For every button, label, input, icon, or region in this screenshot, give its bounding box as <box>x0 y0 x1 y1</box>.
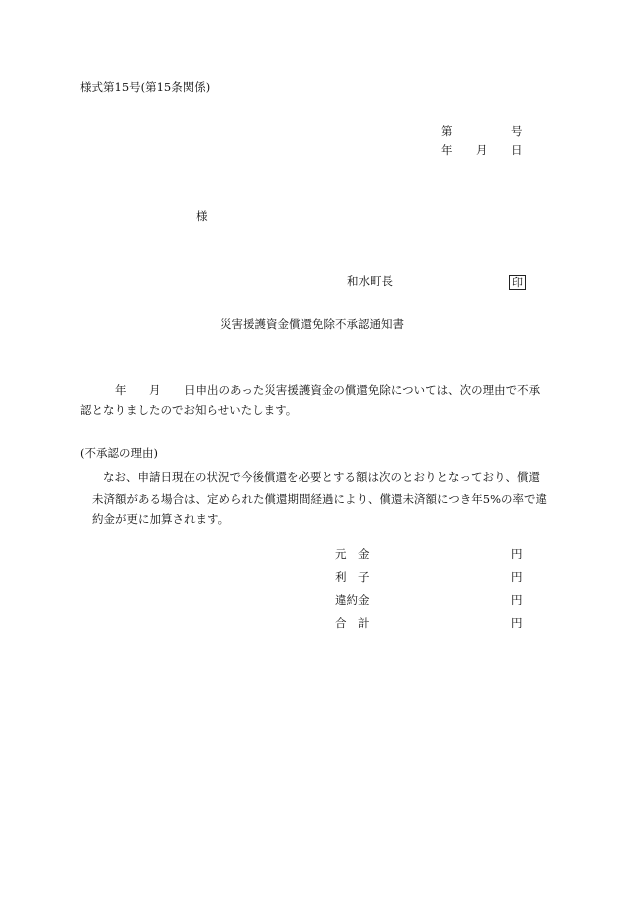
issuer-seal <box>509 275 526 290</box>
addressee-suffix: 様 <box>196 209 208 223</box>
date-year: 年 <box>441 143 453 157</box>
amount-label-principal: 元 金 <box>335 547 370 561</box>
amount-unit: 円 <box>511 547 523 561</box>
issuer-title: 和水町長 <box>347 274 393 288</box>
amount-unit: 円 <box>511 593 523 607</box>
body-line1: 日申出のあった災害援護資金の償還免除については、次の理由で不承 <box>184 383 541 397</box>
reason-line3: 約金が更に加算されます。 <box>92 512 230 526</box>
amount-label-penalty: 違約金 <box>335 593 370 607</box>
date-day: 日 <box>511 143 523 157</box>
seal-mark: 印 <box>509 275 526 290</box>
amount-unit: 円 <box>511 616 523 630</box>
reason-line1: なお、申請日現在の状況で今後償還を必要とする額は次のとおりとなっており、償還 <box>103 470 540 484</box>
body-year: 年 <box>115 383 127 397</box>
ref-number-prefix: 第 <box>441 124 453 138</box>
body-month: 月 <box>149 383 161 397</box>
amount-label-interest: 利 子 <box>335 570 370 584</box>
reason-heading: (不承認の理由) <box>80 446 158 460</box>
body-line2: 認となりましたのでお知らせいたします。 <box>80 403 298 417</box>
reason-line2: 未済額がある場合は、定められた償還期間経過により、償還未済額につき年5%の率で違 <box>92 492 548 506</box>
amount-unit: 円 <box>511 570 523 584</box>
amount-label-total: 合 計 <box>335 616 370 630</box>
doc-title: 災害援護資金償還免除不承認通知書 <box>220 317 404 331</box>
form-label: 様式第15号(第15条関係) <box>80 80 211 94</box>
date-month: 月 <box>476 143 488 157</box>
ref-number-suffix: 号 <box>511 124 523 138</box>
